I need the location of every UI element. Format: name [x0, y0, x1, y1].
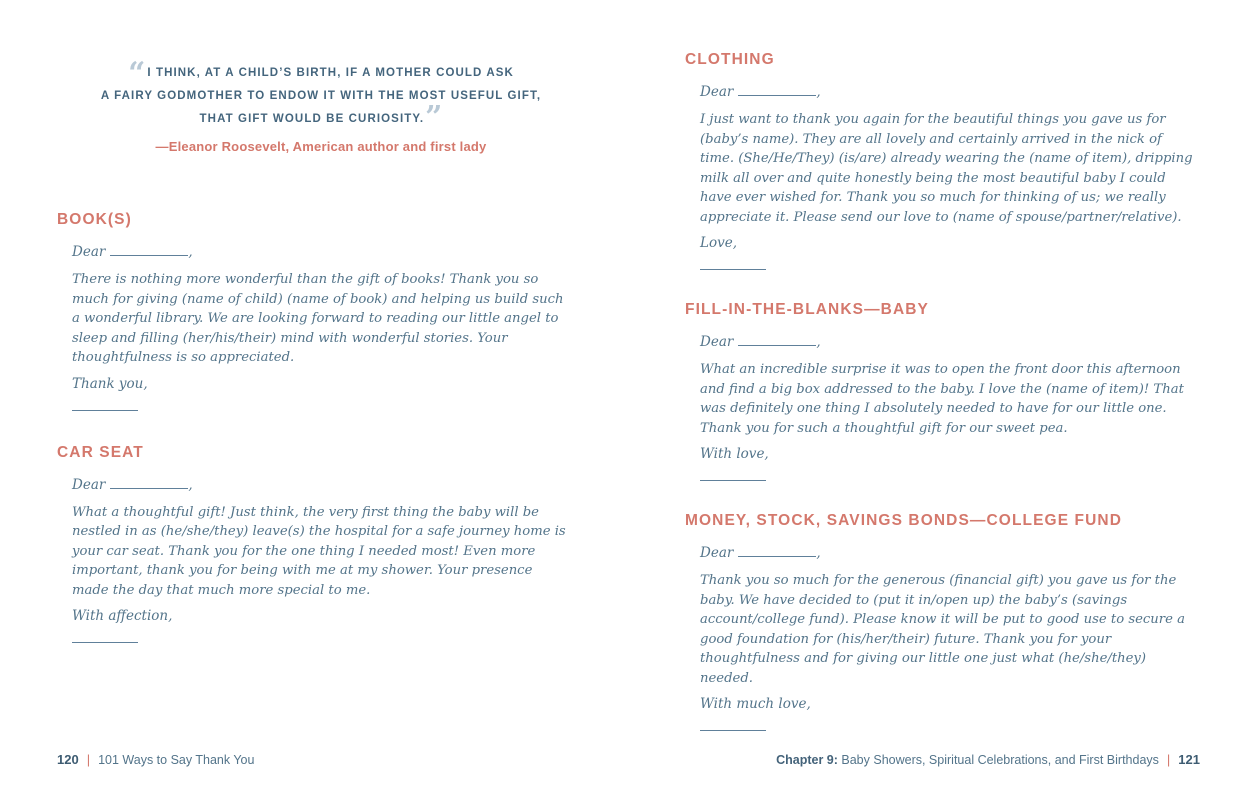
page-number-left: 120	[57, 752, 79, 767]
signature-blank-line	[700, 730, 766, 731]
salutation-comma: ,	[188, 244, 193, 260]
salutation-comma: ,	[816, 84, 821, 100]
section-title: BOOK(S)	[57, 211, 132, 228]
salutation	[72, 475, 585, 495]
quote-line	[57, 56, 585, 91]
section-title: CLOTHING	[685, 51, 775, 68]
quote-text: THAT GIFT WOULD BE CURIOSITY.	[199, 113, 425, 125]
salutation-comma: ,	[188, 476, 193, 493]
section-clothing	[685, 50, 1202, 270]
letter-closing: With love,	[700, 446, 769, 462]
fill-in-blank-line	[738, 334, 816, 346]
page-right	[685, 0, 1202, 731]
quote-text: A FAIRY GODMOTHER TO ENDOW IT WITH THE MOST USEFUL GIFT,	[100, 90, 542, 102]
section-fill-in-the-blanks-baby	[685, 300, 1202, 481]
signature-blank-line	[700, 269, 766, 270]
page-left	[57, 0, 585, 643]
signature-blank-line	[700, 480, 766, 481]
letter-closing: Love,	[700, 235, 737, 251]
section-title: FILL-IN-THE-BLANKS—BABY	[685, 301, 929, 318]
salutation	[700, 332, 1202, 352]
salutation-comma: ,	[816, 334, 821, 350]
footer-right	[776, 752, 1200, 768]
footer-left	[57, 752, 254, 768]
salutation-word: Dear	[72, 244, 106, 260]
letter-body: What an incredible surprise it was to open the front door this afternoon and find a big box addressed to the baby. I love the (name of item)! That was definitely one thing I absolutely needed to have for our little one. Thank you for such a thoughtful gift for our sweet pea.	[700, 362, 1184, 436]
signature-blank-line	[72, 642, 138, 643]
signature-blank-line	[72, 410, 138, 411]
epigraph-quote	[57, 56, 585, 156]
chapter-title: Baby Showers, Spiritual Celebrations, and First Birthdays	[841, 753, 1159, 767]
section-books	[57, 210, 585, 411]
section-money-stock-savings-bonds	[685, 511, 1202, 731]
letter-body: Thank you so much for the generous (financial gift) you gave us for the baby. We have decided to (put it in/open up) the baby’s (savings account/college fund). Please know it will be put to good use to secure a good foundation for (his/her/their) future. Thank you for your thoughtfulness and for giving our little one just what (he/she/they) needed.	[700, 573, 1185, 686]
fill-in-blank-line	[110, 477, 188, 489]
book-title: 101 Ways to Say Thank You	[98, 753, 255, 767]
salutation	[700, 543, 1202, 563]
fill-in-blank-line	[738, 84, 816, 96]
letter-closing: With affection,	[72, 608, 173, 624]
salutation-word: Dear	[700, 545, 734, 561]
quote-attribution: —Eleanor Roosevelt, American author and first lady	[155, 139, 487, 154]
letter-closing: With much love,	[700, 696, 811, 712]
quote-line	[57, 100, 585, 135]
letter-body: What a thoughtful gift! Just think, the very first thing the baby will be nestled in as (he/she/they) leave(s) the hospital for a safe journey home is your car seat. Thank you for the one thing I needed most! Even more important, thank you for being with me at my shower. Your presence made the day that much more special to me.	[72, 504, 566, 598]
salutation	[72, 242, 585, 262]
page-number-right: 121	[1178, 752, 1200, 767]
section-title: CAR SEAT	[57, 443, 144, 461]
footer-divider: |	[86, 752, 91, 767]
salutation-word: Dear	[700, 334, 734, 350]
salutation-word: Dear	[72, 476, 106, 493]
section-car-seat	[57, 443, 585, 644]
fill-in-blank-line	[110, 244, 188, 256]
letter-closing: Thank you,	[72, 375, 148, 392]
open-quote-icon: “	[128, 56, 146, 91]
salutation-comma: ,	[816, 545, 821, 561]
footer-divider: |	[1166, 752, 1171, 767]
letter-body: I just want to thank you again for the beautiful things you gave us for (baby’s name). They are all lovely and certainly arrived in the nick of time. (She/He/They) (is/are) already wearing the (name of item), dripping milk all over and quite honestly being the most beautiful baby I could have ever wished for. Thank you so much for thinking of us; we really appreciate it. Please send our love to (name of spouse/partner/relative).	[700, 112, 1193, 225]
letter-body: There is nothing more wonderful than the gift of books! Thank you so much for giving (name of child) (name of book) and helping us build such a wonderful library. We are looking forward to reading our little angel to sleep and filling (her/his/their) mind with wonderful stories. Your thoughtfulness is so appreciated.	[72, 272, 564, 365]
close-quote-icon: ”	[425, 100, 443, 135]
salutation-word: Dear	[700, 84, 734, 100]
quote-text: I THINK, AT A CHILD’S BIRTH, IF A MOTHER COULD ASK	[147, 67, 514, 79]
fill-in-blank-line	[738, 545, 816, 557]
chapter-label: Chapter 9:	[776, 753, 838, 767]
salutation	[700, 82, 1202, 102]
section-title: MONEY, STOCK, SAVINGS BONDS—COLLEGE FUND	[685, 512, 1122, 529]
